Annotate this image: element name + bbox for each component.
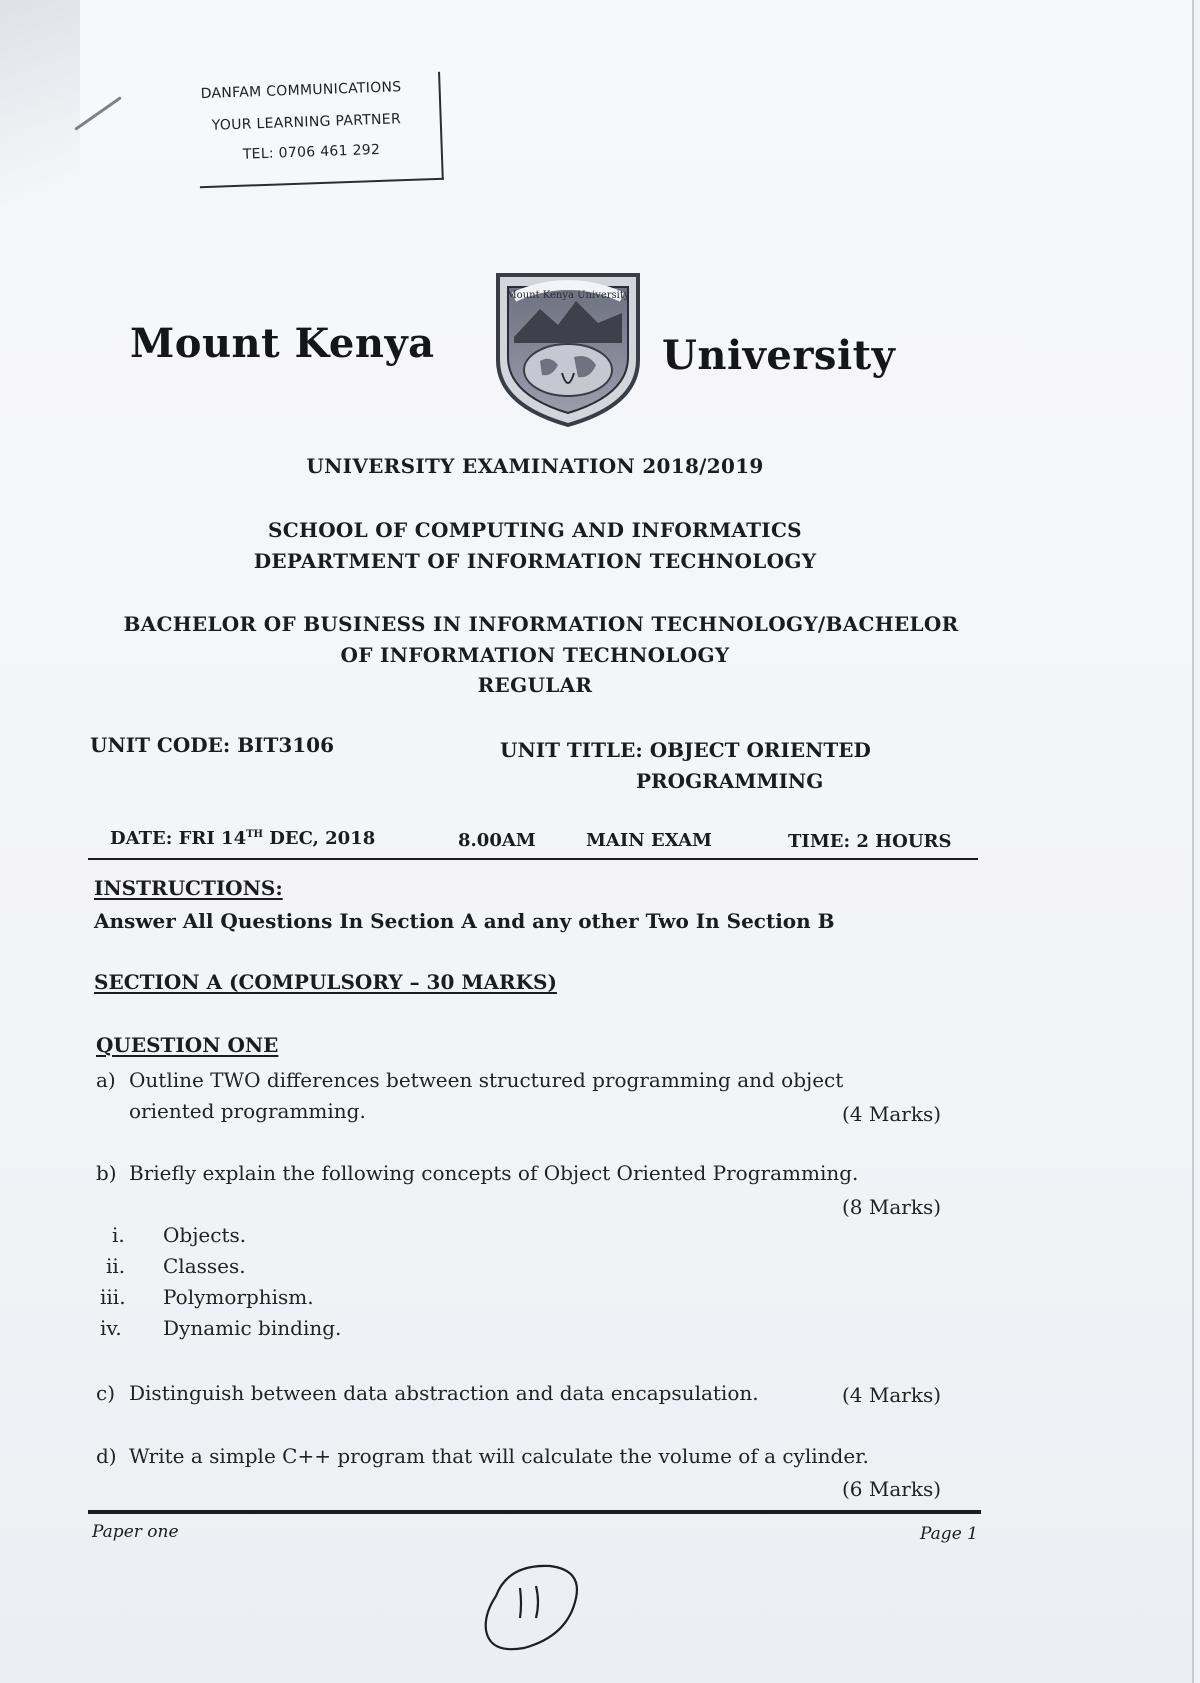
question-a-marks: (4 Marks): [842, 1102, 942, 1126]
university-name-right: University: [662, 332, 896, 379]
question-d-marks: (6 Marks): [842, 1477, 942, 1501]
concept-item-number: iv.: [100, 1316, 122, 1340]
vendor-stamp: [196, 72, 444, 188]
question-b-label: b): [96, 1161, 117, 1185]
concept-item-text: Objects.: [163, 1223, 247, 1247]
stamp-line-2: YOUR LEARNING PARTNER: [211, 111, 402, 134]
question-b-text: Briefly explain the following concepts of Object Oriented Programming.: [129, 1161, 859, 1185]
details-divider: [88, 858, 978, 860]
concept-item-text: Dynamic binding.: [163, 1316, 342, 1340]
page-fold-shadow: [0, 0, 80, 250]
concept-item-number: iii.: [100, 1285, 126, 1309]
footer-page-number: Page 1: [920, 1524, 978, 1544]
stamp-line-3: TEL: 0706 461 292: [242, 141, 381, 163]
footer-paper-label: Paper one: [92, 1522, 179, 1542]
question-c-text: Distinguish between data abstraction and data encapsulation.: [129, 1381, 759, 1405]
university-name-left: Mount Kenya: [130, 320, 435, 367]
question-c-marks: (4 Marks): [842, 1383, 942, 1407]
instructions-text: Answer All Questions In Section A and any other Two In Section B: [94, 909, 835, 933]
programme-heading-line-1: BACHELOR OF BUSINESS IN INFORMATION TECHNOLOGY/BACHELOR: [123, 612, 959, 636]
unit-title-line-1: UNIT TITLE: OBJECT ORIENTED: [500, 738, 871, 762]
study-mode: REGULAR: [477, 673, 593, 697]
exam-date: DATE: FRI 14TH DEC, 2018: [110, 828, 376, 849]
department-heading: DEPARTMENT OF INFORMATION TECHNOLOGY: [253, 549, 817, 573]
question-a-text-line-2: oriented programming.: [129, 1099, 366, 1123]
unit-title-line-2: PROGRAMMING: [636, 769, 824, 793]
exam-year-heading: UNIVERSITY EXAMINATION 2018/2019: [306, 454, 764, 478]
footer-divider: [88, 1510, 981, 1514]
pen-mark: [74, 96, 122, 131]
school-heading: SCHOOL OF COMPUTING AND INFORMATICS: [268, 518, 802, 542]
instructions-heading: INSTRUCTIONS:: [94, 876, 283, 900]
question-c-label: c): [96, 1381, 116, 1405]
unit-code: UNIT CODE: BIT3106: [90, 733, 335, 757]
svg-text:Mount Kenya University: Mount Kenya University: [506, 290, 630, 301]
university-crest-logo: [488, 265, 648, 430]
handwritten-page-number: [478, 1558, 588, 1656]
programme-heading-line-2: OF INFORMATION TECHNOLOGY: [340, 643, 730, 667]
exam-duration: TIME: 2 HOURS: [788, 831, 952, 852]
concept-item-number: ii.: [106, 1254, 126, 1278]
concept-item-text: Classes.: [163, 1254, 246, 1278]
question-a-label: a): [96, 1068, 116, 1092]
section-a-heading: SECTION A (COMPULSORY – 30 MARKS): [94, 970, 557, 994]
stamp-line-1: DANFAM COMMUNICATIONS: [200, 79, 402, 103]
concept-item-text: Polymorphism.: [163, 1285, 314, 1309]
exam-type: MAIN EXAM: [586, 830, 712, 851]
question-one-heading: QUESTION ONE: [96, 1033, 279, 1057]
concept-item-number: i.: [112, 1223, 125, 1247]
exam-start-time: 8.00AM: [458, 830, 536, 851]
question-a-text-line-1: Outline TWO differences between structured programming and object: [129, 1068, 844, 1092]
question-b-marks: (8 Marks): [842, 1195, 942, 1219]
question-d-text: Write a simple C++ program that will calculate the volume of a cylinder.: [129, 1444, 869, 1468]
question-d-label: d): [96, 1444, 117, 1468]
